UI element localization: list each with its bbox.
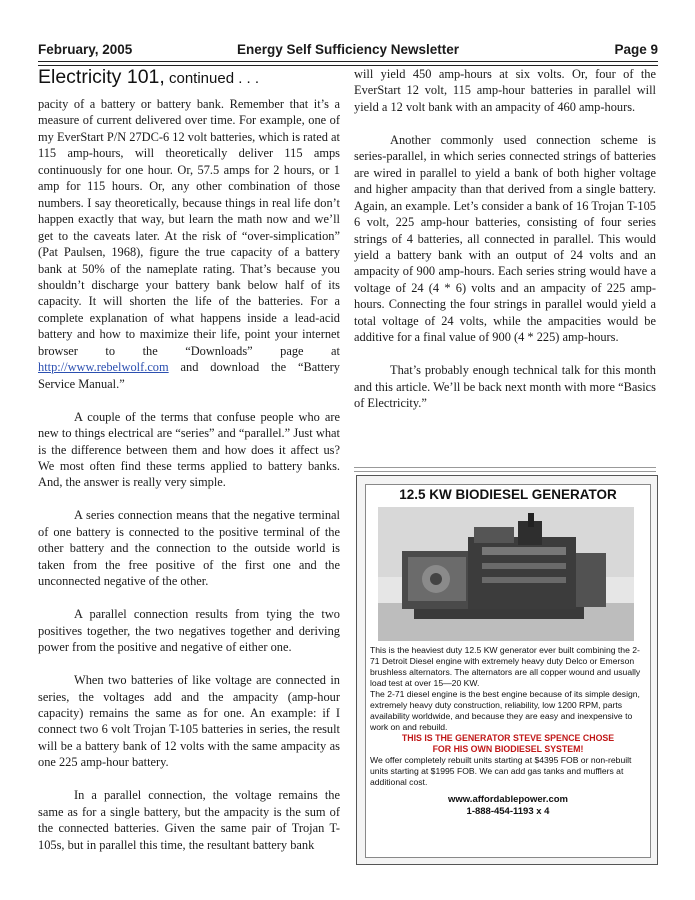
generator-illustration xyxy=(378,507,634,641)
ad-highlight-line-1: THIS IS THE GENERATOR STEVE SPENCE CHOSE xyxy=(401,733,615,743)
ad-inner-box xyxy=(365,484,651,858)
ad-paragraph-3: We offer completely rebuilt units starting at $4395 FOB or non-rebuilt units starting at $1995 FOB. We can add gas tanks and mufflers at additional cost. xyxy=(370,755,632,787)
paragraph-capacity xyxy=(38,96,340,392)
paragraph-capacity-end: and download the “Battery Service Manual.” xyxy=(38,360,340,391)
ad-body xyxy=(370,645,646,818)
page-number: Page 9 xyxy=(614,42,658,57)
article-title-main: Electricity 101, xyxy=(38,66,165,88)
issue-date: February, 2005 xyxy=(38,42,133,57)
ad-phone: 1-888-454-1193 x 4 xyxy=(466,806,550,817)
article-right-column xyxy=(354,66,656,412)
article-title-continued: continued . . . xyxy=(164,70,260,87)
generator-advertisement xyxy=(356,475,658,865)
paragraph-parallel-result: will yield 450 amp-hours at six volts. Or, four of the EverStart 12 volt, 115 amp-hour batteries in parallel will yield a 12 volt bank with an ampacity of 460 amp-hours. xyxy=(354,67,656,114)
paragraph-terms: A couple of the terms that confuse people who are new to things electrical are “series” and “parallel.” Just what is the difference between them and how does it affect us? We most often find these terms applied to battery banks. And, the answer is really very simple. xyxy=(38,409,340,490)
ad-separator-rule xyxy=(354,467,656,472)
ad-paragraph-1: This is the heaviest duty 12.5 KW generator ever built combining the 2-71 Detroit Diesel engine with extremely heavy duty Delco or Emerson brushless alternators. The alternators are all copper wound and usually load test at over 15—20 KW. xyxy=(370,645,641,688)
ad-highlight-line-2: FOR HIS OWN BIODIESEL SYSTEM! xyxy=(432,744,584,754)
paragraph-parallel-definition: A parallel connection results from tying the two positives together, the two negatives together and deriving power from the positive and negative of either one. xyxy=(38,607,340,655)
generator-photo xyxy=(378,507,634,641)
rebelwolf-link[interactable]: http://www.rebelwolf.com xyxy=(38,360,169,375)
article-left-column xyxy=(38,66,340,853)
article-title xyxy=(38,66,340,90)
paragraph-series-definition: A series connection means that the negative terminal of one battery is connected to the positive terminal of the other battery and the connection to the outside world is taken from the free positive of the first one and the unconnected negative of the other. xyxy=(38,508,340,589)
paragraph-closing: That’s probably enough technical talk for this month and this article. We’ll be back next month with more “Basics of Electricity.” xyxy=(354,363,656,411)
paragraph-series-parallel: Another commonly used connection scheme is series-parallel, in which series connected strings of batteries are wired in parallel to yield a bank of both higher voltage and higher ampacity than that derived from a single battery. Again, an example. Let’s consider a bank of 16 Trojan T-105 6 volt, 225 amp-hour batteries, consisting of four series strings of 4 batteries, all connected in parallel. This would yield a battery bank with an output of 24 volts and an ampacity of 900 amp-hours. Each series string would have a voltage of 24 (4 * 6) volts and an ampacity of 225 amp-hours. Connecting the four strings in parallel would yield a total voltage of 24 volts, while the ampacities would be additive for a final value of 900 (4 * 225) amp-hours. xyxy=(354,132,656,345)
ad-paragraph-2: The 2-71 diesel engine is the best engine because of its simple design, extremely heavy duty construction, reliability, low 1200 RPM, parts availability worldwide, and because they are easy and inexpensive to work on and rebuild. xyxy=(370,689,640,732)
paragraph-parallel-example: In a parallel connection, the voltage remains the same as for a single battery, but the ampacity is the sum of the connected batteries. Given the same pair of Trojan T-105s, but in parallel this time, the resultant battery bank xyxy=(38,788,340,852)
ad-title: 12.5 KW BIODIESEL GENERATOR xyxy=(399,487,617,502)
ad-website[interactable]: www.affordablepower.com xyxy=(447,794,568,805)
newsletter-name: Energy Self Sufficiency Newsletter xyxy=(236,42,460,57)
paragraph-series-example: When two batteries of like voltage are connected in series, the voltages add and the ampacity (amp-hour capacity) remains the same as for one. An example: if I connect two 6 volt Trojan T-105 batteries in series, the result will be a battery bank of 12 volts with the same ampacity as one 225 amp-hour battery. xyxy=(38,673,340,770)
paragraph-capacity-text: pacity of a battery or battery bank. Remember that it’s a measure of current delivered over time. For example, one of my EverStart P/N 27DC-6 12 volt batteries, which is rated at 115 amp-hours, will theoretically deliver 115 amps continuously for one hour. Or, 57.5 amps for 2 hours, or 1 amp for 115 hours. Or, any other combination of those numbers. I say theoretically, because things in real life don’t happen exactly that way, but learn the math now and we’ll get to the caveats later. At the risk of “over-simplication” (Pat Paulsen, 1968), figure the true capacity of a battery bank at 50% of the nameplate rating. That’s because you shouldn’t discharge your battery bank below half of its capacity. It will shorten the life of the batteries. For a complete explanation of what happens inside a lead-acid battery and how to maximize their life, point your internet browser to the “Downloads” page at xyxy=(38,97,340,358)
page-header xyxy=(38,42,658,62)
